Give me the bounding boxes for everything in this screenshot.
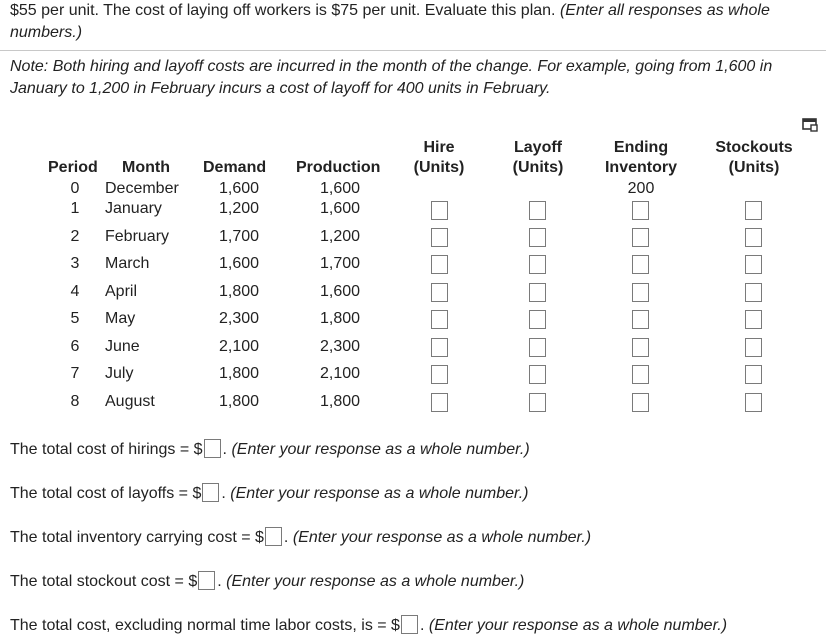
header-month: Month [122, 159, 170, 176]
problem-intro [10, 0, 810, 44]
row-1-month: January [105, 200, 162, 217]
note-text: Note: Both hiring and layoff costs are incurred in the month of the change. For example, going from 1,600 in January to 1,200 in February incurs a cost of layoff for 400 units in February. [10, 58, 773, 97]
header-hire-line1: Hire [423, 139, 455, 156]
total-stockout-hint: (Enter your response as a whole number.) [226, 573, 525, 590]
row-1-hire-input[interactable] [431, 201, 448, 220]
total-inventory-hint: (Enter your response as a whole number.) [292, 529, 592, 546]
row-5-ending-inventory-input[interactable] [632, 310, 649, 329]
row-5-demand: 2,300 [218, 310, 260, 327]
row-6-demand: 2,100 [218, 338, 260, 355]
row-1-demand: 1,200 [218, 200, 260, 217]
row-4-period: 4 [70, 283, 80, 300]
row-6-month: June [105, 338, 140, 355]
total-inventory-line [10, 527, 591, 549]
row-7-hire-input[interactable] [431, 365, 448, 384]
header-demand: Demand [203, 159, 267, 176]
row-3-hire-input[interactable] [431, 255, 448, 274]
row-5-layoff-input[interactable] [529, 310, 546, 329]
row-7-month: July [105, 365, 134, 382]
problem-intro-text: $55 per unit. The cost of laying off workers is $75 per unit. Evaluate this plan. [10, 2, 560, 19]
row-7-production: 2,100 [319, 365, 361, 382]
header-hire-line2: (Units) [413, 159, 465, 176]
row-4-production: 1,600 [319, 283, 361, 300]
row-8-stockouts-input[interactable] [745, 393, 762, 412]
row-7-demand: 1,800 [218, 365, 260, 382]
total-hirings-hint: (Enter your response as a whole number.) [231, 441, 530, 458]
total-stockout-input[interactable] [198, 571, 215, 590]
row-6-stockouts-input[interactable] [745, 338, 762, 357]
divider [0, 50, 826, 51]
header-layoff-line2: (Units) [512, 159, 564, 176]
header-stockouts-line1: Stockouts [715, 139, 793, 156]
row-6-production: 2,300 [319, 338, 361, 355]
total-hirings-input[interactable] [204, 439, 221, 458]
row-0-production: 1,600 [319, 180, 361, 197]
total-layoffs-label: The total cost of layoffs = $ [10, 485, 202, 502]
total-layoffs-dot: . [221, 485, 226, 502]
total-cost-dot: . [419, 617, 425, 634]
row-4-month: April [105, 283, 138, 300]
row-2-production: 1,200 [319, 228, 361, 245]
row-3-demand: 1,600 [218, 255, 260, 272]
row-4-hire-input[interactable] [431, 283, 448, 302]
row-2-layoff-input[interactable] [529, 228, 546, 247]
row-3-production: 1,700 [319, 255, 361, 272]
total-stockout-line [10, 571, 524, 593]
row-2-hire-input[interactable] [431, 228, 448, 247]
row-2-demand: 1,700 [218, 228, 260, 245]
row-3-month: March [105, 255, 150, 272]
problem-instruction: (Enter all responses as whole numbers.) [10, 2, 770, 41]
row-8-month: August [105, 393, 155, 410]
header-stockouts [708, 138, 800, 178]
total-inventory-input[interactable] [265, 527, 282, 546]
row-4-demand: 1,800 [218, 283, 260, 300]
total-inventory-label: The total inventory carrying cost = $ [10, 529, 264, 546]
total-stockout-dot: . [217, 573, 222, 590]
row-1-ending-inventory-input[interactable] [632, 201, 649, 220]
row-3-period: 3 [70, 255, 80, 272]
total-cost-label: The total cost, excluding normal time labor costs, is = $ [10, 617, 400, 634]
total-layoffs-line [10, 483, 529, 505]
row-4-ending-inventory-input[interactable] [632, 283, 649, 302]
row-8-period: 8 [70, 393, 80, 410]
row-8-demand: 1,800 [218, 393, 260, 410]
header-stockouts-line2: (Units) [728, 159, 780, 176]
row-3-ending-inventory-input[interactable] [632, 255, 649, 274]
row-8-ending-inventory-input[interactable] [632, 393, 649, 412]
header-layoff-line1: Layoff [514, 139, 562, 156]
header-hire [408, 138, 470, 178]
header-production: Production [296, 159, 381, 176]
row-8-layoff-input[interactable] [529, 393, 546, 412]
row-3-stockouts-input[interactable] [745, 255, 762, 274]
total-cost-line [10, 615, 727, 637]
row-0-demand: 1,600 [218, 180, 260, 197]
total-cost-input[interactable] [401, 615, 418, 634]
row-0-ending-inventory: 200 [627, 180, 655, 197]
row-5-month: May [105, 310, 136, 327]
row-0-period: 0 [70, 180, 80, 197]
row-2-stockouts-input[interactable] [745, 228, 762, 247]
row-4-stockouts-input[interactable] [745, 283, 762, 302]
total-layoffs-hint: (Enter your response as a whole number.) [230, 485, 529, 502]
row-3-layoff-input[interactable] [529, 255, 546, 274]
row-8-production: 1,800 [319, 393, 361, 410]
row-6-ending-inventory-input[interactable] [632, 338, 649, 357]
row-7-ending-inventory-input[interactable] [632, 365, 649, 384]
row-8-hire-input[interactable] [431, 393, 448, 412]
row-1-layoff-input[interactable] [529, 201, 546, 220]
row-5-hire-input[interactable] [431, 310, 448, 329]
row-4-layoff-input[interactable] [529, 283, 546, 302]
row-5-period: 5 [70, 310, 80, 327]
row-5-stockouts-input[interactable] [745, 310, 762, 329]
header-period: Period [48, 159, 98, 176]
row-6-period: 6 [70, 338, 80, 355]
header-ending-line2: Inventory [604, 159, 677, 176]
total-hirings-line [10, 439, 530, 461]
row-7-layoff-input[interactable] [529, 365, 546, 384]
row-0-month: December [105, 180, 179, 197]
total-hirings-dot: . [222, 441, 227, 458]
header-ending-inventory [596, 138, 686, 178]
total-stockout-label: The total stockout cost = $ [10, 573, 198, 590]
row-2-ending-inventory-input[interactable] [632, 228, 649, 247]
row-1-stockouts-input[interactable] [745, 201, 762, 220]
row-6-hire-input[interactable] [431, 338, 448, 357]
total-cost-hint: (Enter your response as a whole number.) [428, 617, 728, 634]
row-2-period: 2 [70, 228, 80, 245]
header-layoff [506, 138, 570, 178]
row-5-production: 1,800 [319, 310, 361, 327]
expand-icon[interactable] [802, 118, 818, 132]
row-2-month: February [105, 228, 170, 245]
row-7-stockouts-input[interactable] [745, 365, 762, 384]
row-7-period: 7 [70, 365, 80, 382]
row-1-period: 1 [70, 200, 80, 217]
total-layoffs-input[interactable] [202, 483, 219, 502]
total-inventory-dot: . [283, 529, 289, 546]
row-1-production: 1,600 [319, 200, 361, 217]
row-6-layoff-input[interactable] [529, 338, 546, 357]
header-ending-line1: Ending [613, 139, 669, 156]
total-hirings-label: The total cost of hirings = $ [10, 441, 203, 458]
